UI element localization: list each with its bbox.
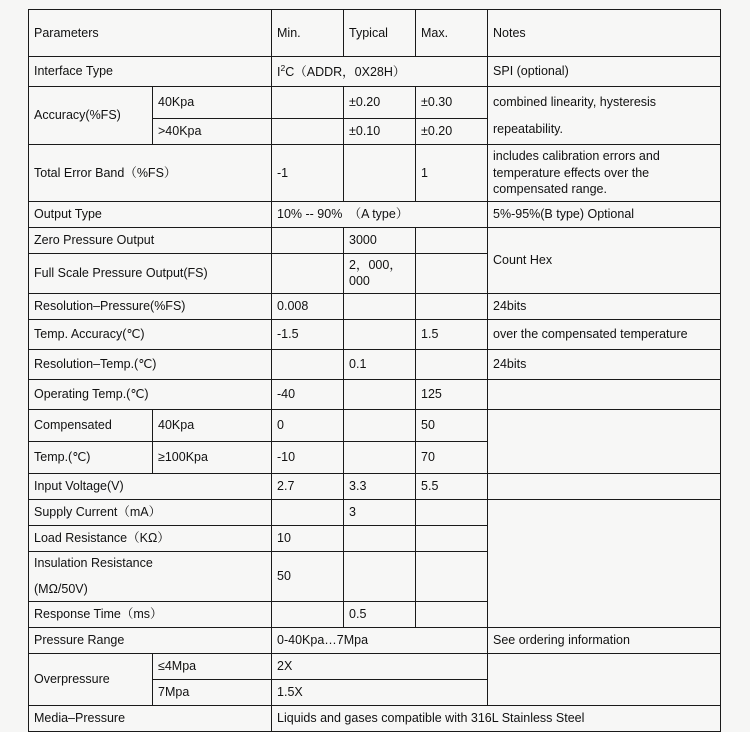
operating-temp-max: 125 xyxy=(416,379,488,409)
compensated-40kpa-typical xyxy=(344,409,416,441)
supply-current-min xyxy=(272,499,344,525)
notes-temp-accuracy: over the compensated temperature xyxy=(488,319,721,349)
interface-superscript: 2 xyxy=(280,62,286,73)
subparam-overpressure-7mpa: 7Mpa xyxy=(153,679,272,705)
interface-suffix: C（ADDR，0X28H） xyxy=(285,64,406,79)
table-row-zero-pressure-output xyxy=(29,227,721,253)
param-operating-temp: Operating Temp.(℃) xyxy=(29,379,272,409)
supply-current-typical: 3 xyxy=(344,499,416,525)
accuracy-above-40kpa-min xyxy=(272,119,344,145)
response-time-max xyxy=(416,601,488,627)
operating-temp-min: -40 xyxy=(272,379,344,409)
notes-operating-temp xyxy=(488,379,721,409)
param-pressure-range: Pressure Range xyxy=(29,627,272,653)
param-resolution-pressure: Resolution–Pressure(%FS) xyxy=(29,293,272,319)
compensated-40kpa-min: 0 xyxy=(272,409,344,441)
subparam-accuracy-40kpa: 40Kpa xyxy=(153,87,272,119)
input-voltage-max: 5.5 xyxy=(416,473,488,499)
value-overpressure-7mpa: 1.5X xyxy=(272,679,488,705)
notes-resolution-pressure: 24bits xyxy=(488,293,721,319)
param-total-error-band: Total Error Band（%FS） xyxy=(29,145,272,202)
table-row-supply-current xyxy=(29,499,721,525)
zero-pressure-output-typical: 3000 xyxy=(344,227,416,253)
resolution-pressure-typical xyxy=(344,293,416,319)
header-parameters: Parameters xyxy=(29,10,272,57)
total-error-band-typical xyxy=(344,145,416,202)
param-input-voltage: Input Voltage(V) xyxy=(29,473,272,499)
table-row-compensated-temp-40kpa xyxy=(29,409,721,441)
table-row-pressure-range xyxy=(29,627,721,653)
subparam-accuracy-above-40kpa: >40Kpa xyxy=(153,119,272,145)
param-supply-current: Supply Current（mA） xyxy=(29,499,272,525)
notes-compensated-temp xyxy=(488,409,721,473)
param-media-pressure: Media–Pressure xyxy=(29,705,272,731)
table-row-overpressure-4mpa xyxy=(29,653,721,679)
total-error-band-min: -1 xyxy=(272,145,344,202)
table-row-media-pressure xyxy=(29,705,721,731)
header-notes: Notes xyxy=(488,10,721,57)
resolution-temp-typical: 0.1 xyxy=(344,349,416,379)
param-full-scale-pressure-output: Full Scale Pressure Output(FS) xyxy=(29,253,272,293)
notes-count-hex: Count Hex xyxy=(488,227,721,293)
table-row-output-type xyxy=(29,201,721,227)
load-resistance-typical xyxy=(344,525,416,551)
specification-table xyxy=(28,9,721,732)
compensated-100kpa-max: 70 xyxy=(416,441,488,473)
param-output-type: Output Type xyxy=(29,201,272,227)
table-row-total-error-band xyxy=(29,145,721,202)
zero-pressure-output-max xyxy=(416,227,488,253)
compensated-100kpa-min: -10 xyxy=(272,441,344,473)
full-scale-pressure-output-min xyxy=(272,253,344,293)
subparam-compensated-40kpa: 40Kpa xyxy=(153,409,272,441)
compensated-100kpa-typical xyxy=(344,441,416,473)
accuracy-above-40kpa-max: ±0.20 xyxy=(416,119,488,145)
param-compensated-temp-line2: Temp.(℃) xyxy=(29,441,153,473)
table-header-row xyxy=(29,10,721,57)
compensated-40kpa-max: 50 xyxy=(416,409,488,441)
response-time-min xyxy=(272,601,344,627)
zero-pressure-output-min xyxy=(272,227,344,253)
table-row-operating-temp xyxy=(29,379,721,409)
param-interface-type: Interface Type xyxy=(29,57,272,87)
notes-accuracy xyxy=(488,87,721,145)
subparam-compensated-100kpa: ≥100Kpa xyxy=(153,441,272,473)
notes-interface-type: SPI (optional) xyxy=(488,57,721,87)
load-resistance-max xyxy=(416,525,488,551)
notes-overpressure xyxy=(488,653,721,705)
param-insulation-resistance xyxy=(29,551,272,601)
notes-accuracy-line1: combined linearity, hysteresis xyxy=(493,95,657,109)
value-media-pressure: Liquids and gases compatible with 316L Stainless Steel xyxy=(272,705,721,731)
param-accuracy: Accuracy(%FS) xyxy=(29,87,153,145)
notes-output-type: 5%-95%(B type) Optional xyxy=(488,201,721,227)
param-zero-pressure-output: Zero Pressure Output xyxy=(29,227,272,253)
param-compensated-temp-line1: Compensated xyxy=(29,409,153,441)
input-voltage-typical: 3.3 xyxy=(344,473,416,499)
header-max: Max. xyxy=(416,10,488,57)
total-error-band-max: 1 xyxy=(416,145,488,202)
param-insulation-resistance-line2: (MΩ/50V) xyxy=(34,582,88,596)
notes-electrical-block xyxy=(488,499,721,627)
table-row-resolution-temp xyxy=(29,349,721,379)
value-interface-type xyxy=(272,57,488,87)
notes-pressure-range: See ordering information xyxy=(488,627,721,653)
notes-accuracy-line2: repeatability. xyxy=(493,121,563,136)
temp-accuracy-max: 1.5 xyxy=(416,319,488,349)
resolution-pressure-min: 0.008 xyxy=(272,293,344,319)
value-pressure-range: 0-40Kpa…7Mpa xyxy=(272,627,488,653)
temp-accuracy-min: -1.5 xyxy=(272,319,344,349)
interface-prefix: I xyxy=(277,64,281,79)
resolution-pressure-max xyxy=(416,293,488,319)
param-load-resistance: Load Resistance（KΩ） xyxy=(29,525,272,551)
notes-resolution-temp: 24bits xyxy=(488,349,721,379)
insulation-resistance-max xyxy=(416,551,488,601)
full-scale-pressure-output-max xyxy=(416,253,488,293)
table-row-temp-accuracy xyxy=(29,319,721,349)
insulation-resistance-min: 50 xyxy=(272,551,344,601)
accuracy-above-40kpa-typical: ±0.10 xyxy=(344,119,416,145)
table-row-input-voltage xyxy=(29,473,721,499)
accuracy-40kpa-max: ±0.30 xyxy=(416,87,488,119)
resolution-temp-max xyxy=(416,349,488,379)
param-resolution-temp: Resolution–Temp.(℃) xyxy=(29,349,272,379)
accuracy-40kpa-typical: ±0.20 xyxy=(344,87,416,119)
supply-current-max xyxy=(416,499,488,525)
header-min: Min. xyxy=(272,10,344,57)
subparam-overpressure-4mpa: ≤4Mpa xyxy=(153,653,272,679)
full-scale-pressure-output-typical: 2，000，000 xyxy=(344,253,416,293)
temp-accuracy-typical xyxy=(344,319,416,349)
table-row-accuracy-40kpa xyxy=(29,87,721,119)
param-insulation-resistance-line1: Insulation Resistance xyxy=(34,555,153,570)
table-row-resolution-pressure xyxy=(29,293,721,319)
header-typical: Typical xyxy=(344,10,416,57)
value-overpressure-4mpa: 2X xyxy=(272,653,488,679)
value-output-type: 10% -- 90% （A type） xyxy=(272,201,488,227)
insulation-resistance-typical xyxy=(344,551,416,601)
operating-temp-typical xyxy=(344,379,416,409)
load-resistance-min: 10 xyxy=(272,525,344,551)
notes-total-error-band: includes calibration errors and temperature effects over the compensated range. xyxy=(488,145,721,202)
response-time-typical: 0.5 xyxy=(344,601,416,627)
notes-input-voltage xyxy=(488,473,721,499)
param-temp-accuracy: Temp. Accuracy(℃) xyxy=(29,319,272,349)
param-response-time: Response Time（ms） xyxy=(29,601,272,627)
input-voltage-min: 2.7 xyxy=(272,473,344,499)
param-overpressure: Overpressure xyxy=(29,653,153,705)
table-row-interface-type xyxy=(29,57,721,87)
resolution-temp-min xyxy=(272,349,344,379)
accuracy-40kpa-min xyxy=(272,87,344,119)
